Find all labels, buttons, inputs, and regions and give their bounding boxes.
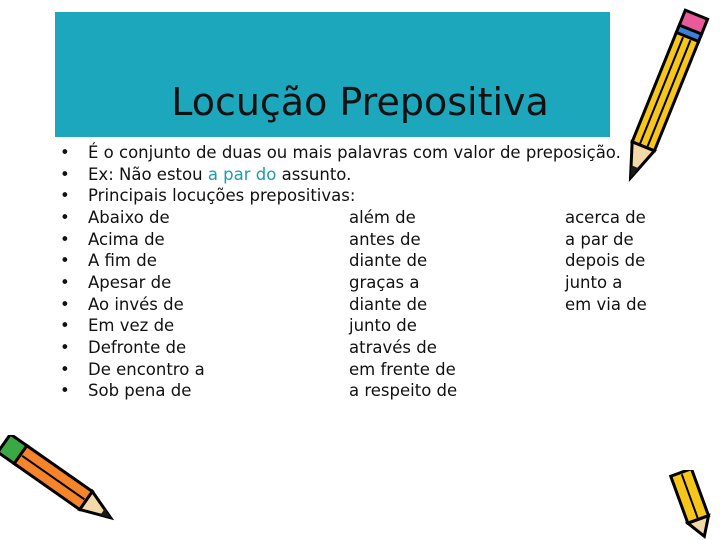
bullet: • [60, 360, 70, 379]
locution-col3: a par de [565, 230, 634, 249]
bullet: • [60, 186, 70, 205]
locution-col3: em via de [565, 295, 647, 314]
bullet: • [60, 230, 70, 249]
bullet: • [60, 251, 70, 270]
example-after: assunto. [276, 165, 352, 184]
locution-col2: diante de [349, 251, 428, 270]
locution-col1: A fim de [88, 251, 157, 270]
locution-col1: Em vez de [88, 316, 175, 335]
list-intro-text: Principais locuções prepositivas: [88, 186, 356, 205]
bullet: • [60, 165, 70, 184]
locution-col1: Ao invés de [88, 295, 184, 314]
example-before: Ex: Não estou [88, 165, 208, 184]
locution-col1: Abaixo de [88, 208, 170, 227]
locution-col2: antes de [349, 230, 421, 249]
locution-col2: junto de [349, 316, 417, 335]
example-text [88, 165, 351, 184]
locution-col1: Sob pena de [88, 381, 192, 400]
locution-col2: a respeito de [349, 381, 458, 400]
locution-col1: Defronte de [88, 338, 187, 357]
bullet: • [60, 338, 70, 357]
locution-col3: acerca de [565, 208, 646, 227]
slide-title: Locução Prepositiva [171, 80, 549, 124]
definition-text: É o conjunto de duas ou mais palavras com valor de preposição. [88, 143, 621, 162]
bullet: • [60, 208, 70, 227]
bullet: • [60, 295, 70, 314]
locution-col2: graças a [349, 273, 420, 292]
locution-col1: Apesar de [88, 273, 172, 292]
bullet: • [60, 381, 70, 400]
bullet: • [60, 316, 70, 335]
locution-col2: através de [349, 338, 437, 357]
locution-col1: De encontro a [88, 360, 205, 379]
locution-col2: além de [349, 208, 416, 227]
locution-col3: junto a [565, 273, 623, 292]
pencil-clipart-bottom-right-icon [668, 470, 720, 540]
pencil-clipart-top-right-icon [612, 0, 712, 200]
locution-col2: diante de [349, 295, 428, 314]
bullet: • [60, 143, 70, 162]
locution-col1: Acima de [88, 230, 165, 249]
locution-col3: depois de [565, 251, 646, 270]
example-highlight: a par do [207, 165, 277, 184]
bullet: • [60, 273, 70, 292]
pencil-clipart-bottom-left-icon [0, 435, 130, 540]
locution-col2: em frente de [349, 360, 456, 379]
